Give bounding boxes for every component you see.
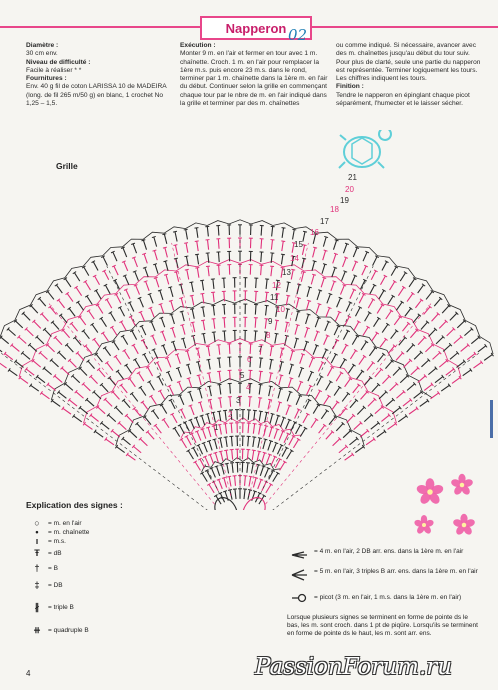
stitch-symbol-icon: • xyxy=(35,527,39,537)
stitch-symbol-icon: ○ xyxy=(34,518,40,528)
page-title: Napperon xyxy=(200,16,312,40)
round-number: 2 xyxy=(228,410,233,419)
round-number: 15 xyxy=(294,240,303,249)
handwritten-note: 02 xyxy=(288,26,308,44)
legend-symbols-right xyxy=(290,548,312,608)
round-number: 21 xyxy=(348,173,357,182)
title-rule-left xyxy=(0,26,200,28)
stitch-symbol-icon: Ŧ xyxy=(34,548,40,558)
level-label: Niveau de difficulté : xyxy=(26,58,91,66)
round-number: 4 xyxy=(246,383,251,392)
execution-text: Monter 9 m. en l'air et fermer en tour avec 1 m. chaînette. Croch. 1 m. en l'air pour remplacer la 1ère m.s. puis encore 23 m.s. dans le rond, terminer par 1 m. chaînette dans la 1ère m. en l'air du début. Continuer selon la grille en commençant chaque tour par le nbre de m. en l'air indiqué dans la grille et terminer par des m. chaînettes xyxy=(180,50,328,108)
turtle-stamp xyxy=(339,130,391,168)
cluster-3tb-icon xyxy=(292,570,307,580)
round-number: 17 xyxy=(320,217,329,226)
legend-item-label: = m.s. xyxy=(48,537,66,545)
picot-icon xyxy=(299,595,306,602)
round-number: 5 xyxy=(240,371,245,380)
stitch-symbol-icon: ı xyxy=(35,536,39,546)
legend-right-1: = 4 m. en l'air, 2 DB arr. ens. dans la 1ère m. en l'air xyxy=(314,548,464,555)
round-number: 19 xyxy=(340,196,349,205)
finish-label: Finition : xyxy=(336,83,364,91)
title-band xyxy=(0,16,498,44)
legend-note: Lorsque plusieurs signes se terminent en forme de pointe ds le bas, les m. sont croch. dans 1 pt de piqûre. Lorsqu'ils se terminent en forme de pointe ds le haut, les m. sont arr. ens. xyxy=(287,614,478,637)
watermark: PassionForum.ru xyxy=(255,654,453,680)
finish-text: Tendre le napperon en épinglant chaque picot séparément, l'humecter et le laisser sécher. xyxy=(336,91,470,108)
round-number: 8 xyxy=(266,331,271,340)
round-number: 13 xyxy=(282,268,291,277)
round-number: 12 xyxy=(272,281,281,290)
round-number: 3 xyxy=(236,396,241,405)
stitch-symbol-icon: ∦ xyxy=(34,602,40,612)
diagram-label: Grille xyxy=(56,161,78,171)
round-number: 11 xyxy=(270,293,279,302)
legend-item xyxy=(30,536,66,546)
round-number: 14 xyxy=(290,254,299,263)
continuation-text: ou comme indiqué. Si nécessaire, avancer avec des m. chaînettes jusqu'au début du tour suiv. Pour plus de clarté, seule une partie du napperon est représentée. Terminer logiquement les tours. Les chiffres indiquent les tours. xyxy=(336,42,481,83)
legend-item-label: = m. chaînette xyxy=(48,528,90,536)
diameter-value: 30 cm env. xyxy=(26,50,58,58)
legend-item xyxy=(30,548,62,558)
title-rule-right xyxy=(312,26,498,28)
round-number: 10 xyxy=(276,305,285,314)
stitch-symbol-icon: † xyxy=(34,563,40,573)
finish-column xyxy=(336,42,484,108)
legend-item-label: = triple B xyxy=(48,604,74,611)
legend-item-label: = B xyxy=(48,564,58,572)
level-value: Facile à réaliser * * xyxy=(26,66,82,74)
info-column xyxy=(26,42,168,108)
legend-item xyxy=(30,580,63,590)
round-number: 20 xyxy=(345,185,354,194)
round-number: 9 xyxy=(268,317,273,326)
round-number: 6 xyxy=(247,355,252,364)
round-number: 1 xyxy=(214,423,219,432)
flower-decoration xyxy=(404,470,496,550)
legend-item-label: = quadruple B xyxy=(48,627,89,634)
legend-right-2: = 5 m. en l'air, 3 triples B arr. ens. dans la 1ère m. en l'air xyxy=(314,568,478,575)
round-number: 7 xyxy=(258,345,263,354)
legend-right-3: = picot (3 m. en l'air, 1 m.s. dans la 1ère m. en l'air) xyxy=(314,594,462,601)
side-tab xyxy=(490,400,493,438)
stitch-symbol-icon: ‡ xyxy=(34,580,40,590)
legend-item xyxy=(30,602,74,613)
legend-item-label: = m. en l'air xyxy=(48,519,82,527)
round-number: 16 xyxy=(310,228,319,237)
legend-item xyxy=(30,563,58,573)
page-number: 4 xyxy=(26,669,31,678)
execution-column xyxy=(180,42,328,108)
diameter-label: Diamètre : xyxy=(26,42,59,49)
round-number: 18 xyxy=(330,205,339,214)
cluster-2db-icon xyxy=(292,552,307,558)
legend-item xyxy=(30,625,89,636)
legend-item-label: = DB xyxy=(48,581,63,589)
crochet-diagram xyxy=(0,130,498,510)
execution-label: Exécution : xyxy=(180,42,216,49)
supplies-text: Env. 40 g fil de coton LARISSA 10 de MADEIRA (long. de fil 265 m/50 g) en blanc, 1 crochet No 1,25 – 1,5. xyxy=(26,83,167,108)
supplies-label: Fournitures : xyxy=(26,75,67,83)
stitch-symbol-icon: ⧺ xyxy=(33,625,41,635)
legend-title: Explication des signes : xyxy=(26,500,123,510)
legend-item-label: = dB xyxy=(48,549,62,557)
